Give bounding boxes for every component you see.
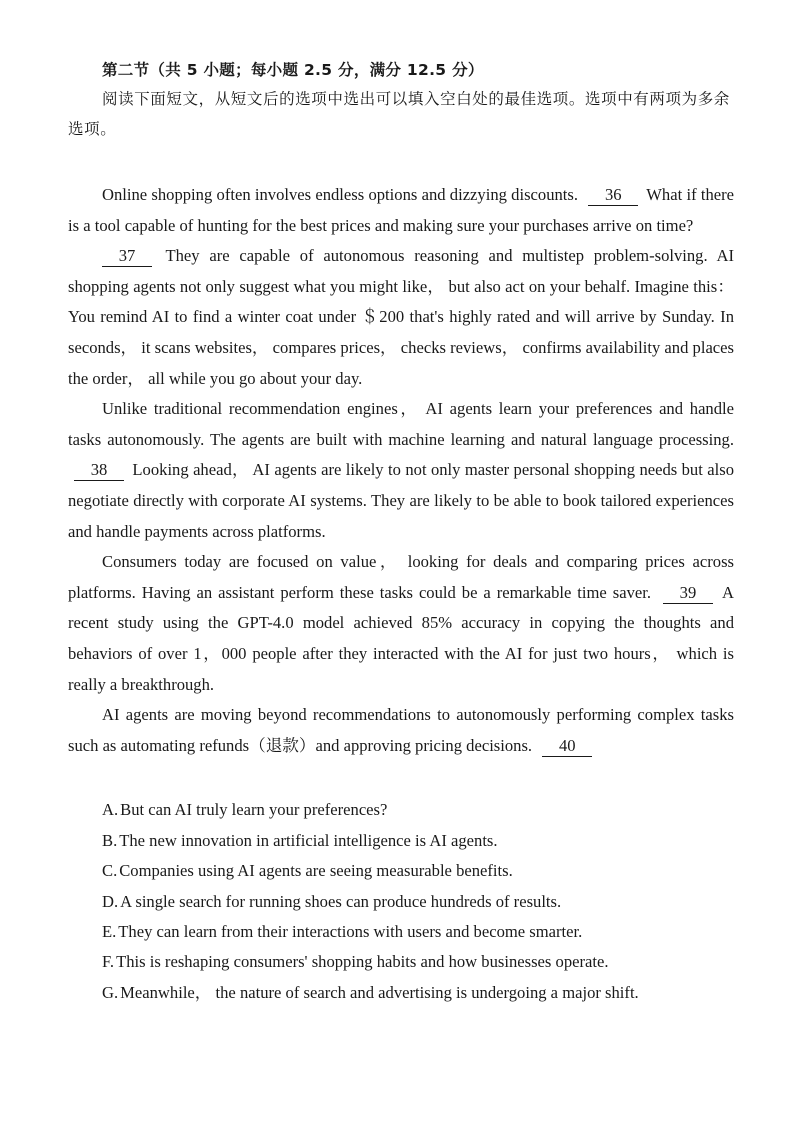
paragraph-text: What if there is a tool capable of hunting for the best prices and making sure your purchases arrive on time? [68, 185, 735, 235]
answer-blank-37: 37 [102, 246, 152, 267]
section-instructions: 阅读下面短文，从短文后的选项中选出可以填入空白处的最佳选项。选项中有两项为多余选项。 [68, 90, 730, 138]
option-letter: E. [102, 921, 117, 941]
option-letter: F. [102, 952, 115, 972]
option-text: Companies using AI agents are seeing measurable benefits. [119, 861, 513, 881]
paragraph-text: AI agents are moving beyond recommendations to autonomously performing complex tasks such as automating refunds（退款）and approving pricing decisions. [68, 705, 734, 755]
passage-paragraph-3 [68, 394, 734, 547]
paragraph-text: They are capable of autonomous reasoning and multistep problem-solving. AI shopping agents not only suggest what you might like， but also act on your behalf. Imagine this：You remind AI to find a winter coat under ＄200 that's highly rated and will arrive by Sunday. In seconds， it scans websites， compares prices， checks reviews， confirms availability and places the order， all while you go about your day. [68, 246, 734, 388]
option-g [102, 978, 734, 1008]
option-text: Meanwhile， the nature of search and advertising is undergoing a major shift. [120, 982, 639, 1002]
option-letter: C. [102, 861, 118, 881]
option-a [102, 795, 734, 825]
option-text: They can learn from their interactions with users and become smarter. [118, 921, 583, 941]
option-b [102, 826, 734, 856]
option-c [102, 856, 734, 886]
paragraph-text: Online shopping often involves endless options and dizzying discounts. [102, 185, 579, 204]
option-letter: D. [102, 891, 119, 911]
paragraph-text: Consumers today are focused on value， looking for deals and comparing prices across platforms. Having an assistant perform these tasks could be a remarkable time saver. [68, 552, 734, 602]
answer-blank-38: 38 [74, 460, 124, 481]
option-letter: B. [102, 830, 118, 850]
paragraph-text: Unlike traditional recommendation engines， AI agents learn your preferences and handle tasks autonomously. The agents are built with machine learning and natural language processing. [68, 399, 734, 449]
passage-paragraph-4 [68, 547, 734, 700]
paragraph-text: A recent study using the GPT-4.0 model achieved 85% accuracy in copying the thoughts and behaviors of over 1，000 people after they interacted with the AI for just two hours， which is really a breakthrough. [68, 582, 734, 694]
passage-paragraph-2 [68, 241, 734, 394]
answer-blank-39: 39 [663, 583, 713, 604]
answer-blank-36: 36 [588, 185, 638, 206]
option-text: But can AI truly learn your preferences? [120, 800, 388, 820]
passage-paragraph-1 [68, 180, 734, 241]
passage-paragraph-5 [68, 700, 734, 761]
option-f [102, 947, 734, 977]
answer-blank-40: 40 [542, 736, 592, 757]
answer-options [68, 795, 734, 1008]
paragraph-text: Looking ahead， AI agents are likely to not only master personal shopping needs but also negotiate directly with corporate AI systems. They are likely to be able to book tailored experiences and handle payments across platforms. [68, 460, 734, 541]
option-letter: G. [102, 982, 119, 1002]
option-d [102, 887, 734, 917]
reading-passage [68, 180, 734, 761]
option-text: This is reshaping consumers' shopping habits and how businesses operate. [116, 952, 609, 972]
option-text: A single search for running shoes can produce hundreds of results. [120, 891, 562, 911]
exam-page [68, 56, 734, 1008]
section-title: 第二节（共 5 小题；每小题 2.5 分，满分 12.5 分） [102, 61, 484, 79]
option-text: The new innovation in artificial intelligence is AI agents. [119, 830, 498, 850]
option-e [102, 917, 734, 947]
option-letter: A. [102, 800, 119, 820]
